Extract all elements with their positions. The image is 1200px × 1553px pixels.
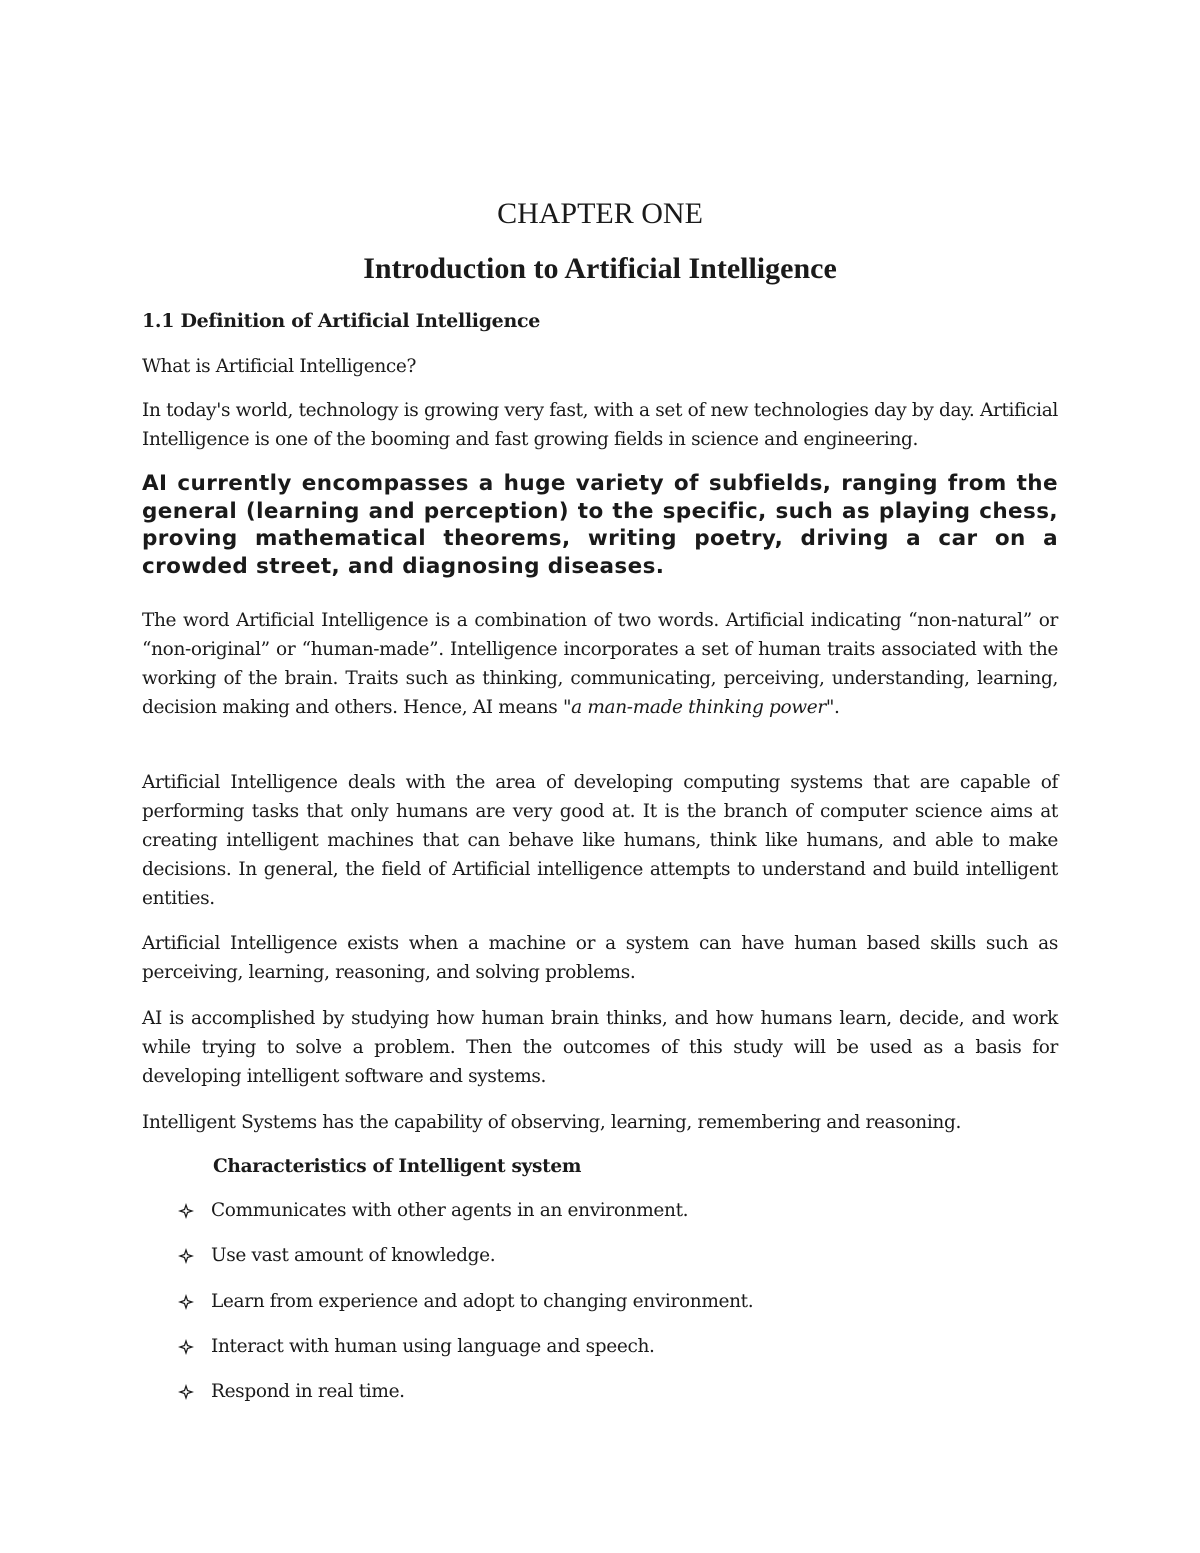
scope-paragraph: Artificial Intelligence deals with the area of developing computing systems that are capable of performing tasks that only humans are very good at. It is the branch of computer science aims at creating intelligent machines that can behave like humans, think like humans, and able to make decisions. In general, the field of Artificial intelligence attempts to understand and build intelligent entities. <box>142 772 1058 909</box>
list-item-text: Respond in real time. <box>211 1381 405 1402</box>
definition-quote: "a man-made thinking power" <box>562 697 834 718</box>
intro-paragraph: In today's world, technology is growing very fast, with a set of new technologies day by day. Artificial Intelligence is one of the booming and fast growing fields in science and engineering. <box>142 400 1058 450</box>
definition-text: The word Artificial Intelligence is a combination of two words. Artificial indicating “non-natural” or “non-original” or “human-made”. Intelligence incorporates a set of human traits associated with the working of the brain. Traits such as thinking, communicating, perceiving, understanding, learning, decision making and others. Hence, AI means <box>142 610 1058 718</box>
skills-paragraph: Artificial Intelligence exists when a machine or a system can have human based skills such as perceiving, learning, reasoning, and solving problems. <box>142 933 1058 983</box>
list-item <box>178 1242 495 1270</box>
list-item-text: Communicates with other agents in an environment. <box>211 1200 689 1221</box>
highlight-paragraph: AI currently encompasses a huge variety of subfields, ranging from the general (learning and perception) to the specific, such as playing chess, proving mathematical theorems, writing poetry, driving a car on a crowded street, and diagnosing diseases. <box>142 471 1058 579</box>
list-item <box>178 1288 753 1316</box>
definition-end: . <box>834 697 840 718</box>
section-heading: 1.1 Definition of Artificial Intelligence <box>142 310 541 332</box>
chapter-label: CHAPTER ONE <box>497 197 703 230</box>
diamond-star-bullet-icon <box>178 1203 194 1219</box>
characteristics-heading: Characteristics of Intelligent system <box>213 1156 582 1177</box>
list-item <box>178 1197 688 1225</box>
diamond-star-bullet-icon <box>178 1294 194 1310</box>
method-paragraph: AI is accomplished by studying how human brain thinks, and how humans learn, decide, and work while trying to solve a problem. Then the outcomes of this study will be used as a basis for developing intelligent software and systems. <box>142 1008 1058 1087</box>
list-item <box>178 1333 655 1361</box>
capability-paragraph: Intelligent Systems has the capability of observing, learning, remembering and reasoning. <box>142 1112 961 1133</box>
list-item <box>178 1378 405 1406</box>
list-item-text: Use vast amount of knowledge. <box>211 1245 496 1266</box>
list-item-text: Learn from experience and adopt to changing environment. <box>211 1291 754 1312</box>
diamond-star-bullet-icon <box>178 1339 194 1355</box>
question-line: What is Artificial Intelligence? <box>142 356 417 377</box>
diamond-star-bullet-icon <box>178 1248 194 1264</box>
diamond-star-bullet-icon <box>178 1384 194 1400</box>
definition-paragraph <box>142 606 1058 722</box>
chapter-title: Introduction to Artificial Intelligence <box>363 252 837 285</box>
list-item-text: Interact with human using language and speech. <box>211 1336 655 1357</box>
